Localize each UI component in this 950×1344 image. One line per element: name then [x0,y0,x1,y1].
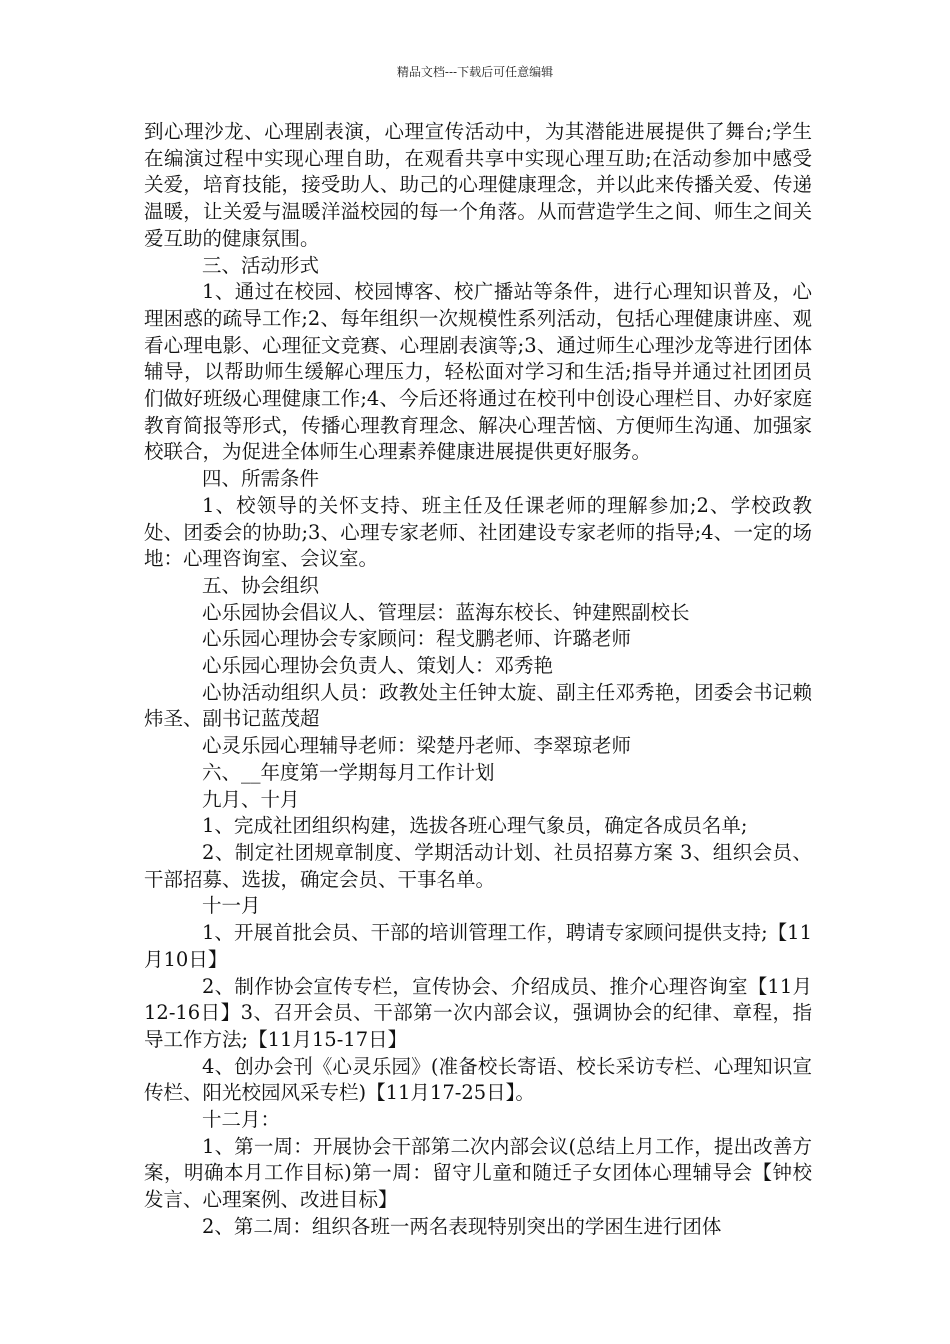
paragraph: 心乐园心理协会负责人、策划人：邓秀艳 [202,654,554,678]
paragraph: 三、活动形式 [202,253,320,277]
paragraph: 2、制定社团规章制度、学期活动计划、社员招募方案 3、组织会员、干部招募、选拔，确定会员、干事名单。 [144,840,812,891]
paragraph: 心乐园协会倡议人、管理层：蓝海东校长、钟建熙副校长 [202,600,690,624]
paragraph: 心乐园心理协会专家顾问：程戈鹏老师、许璐老师 [202,627,632,651]
paragraph: 1、完成社团组织构建，选拔各班心理气象员，确定各成员名单; [202,814,748,838]
paragraph: 十一月 [202,894,261,918]
paragraph: 2、制作协会宣传专栏，宣传协会、介绍成员、推介心理咨询室【11月12-16日】3、召开会员、干部第一次内部会议，强调协会的纪律、章程，指导工作方法;【11月15-17日】 [144,974,812,1051]
paragraph: 九月、十月 [202,787,300,811]
paragraph: 1、通过在校园、校园博客、校广播站等条件，进行心理知识普及，心理困惑的疏导工作;2、每年组织一次规模性系列活动，包括心理健康讲座、观看心理电影、心理征文竞赛、心理剧表演等;3、通过师生心理沙龙等进行团体辅导，以帮助师生缓解心理压力，轻松面对学习和生活;指导并通过社团团员们做好班级心理健康工作;4、今后还将通过在校刊中创设心理栏目、办好家庭教育简报等形式，传播心理教育理念、解决心理苦恼、方便师生沟通、加强家校联合，为促进全体师生心理素养健康进展提供更好服务。 [144,280,812,464]
page-header: 精品文档---下载后可任意编辑 [396,65,554,79]
paragraph: 心协活动组织人员：政教处主任钟太旋、副主任邓秀艳，团委会书记赖炜圣、副书记蓝茂超 [144,680,812,731]
paragraph: 1、校领导的关怀支持、班主任及任课老师的理解参加;2、学校政教处、团委会的协助;3、心理专家老师、社团建设专家老师的指导;4、一定的场地：心理咨询室、会议室。 [144,493,812,571]
paragraph: 4、创办会刊《心灵乐园》(准备校长寄语、校长采访专栏、心理知识宣传栏、阳光校园风采专栏)【11月17-25日】。 [144,1054,812,1105]
paragraph: 1、第一周：开展协会干部第二次内部会议(总结上月工作，提出改善方案，明确本月工作目标)第一周：留守儿童和随迁子女团体心理辅导会【钟校发言、心理案例、改进目标】 [144,1134,812,1212]
paragraph: 到心理沙龙、心理剧表演，心理宣传活动中，为其潜能进展提供了舞台;学生在编演过程中实现心理自助，在观看共享中实现心理互助;在活动参加中感受关爱，培育技能，接受助人、助己的心理健康理念，并以此来传播关爱、传递温暖，让关爱与温暖洋溢校园的每一个角落。从而营造学生之间、师生之间关爱互助的健康氛围。 [144,120,812,250]
paragraph: 六、__年度第一学期每月工作计划 [202,760,495,784]
paragraph: 十二月： [202,1108,281,1132]
paragraph: 心灵乐园心理辅导老师：梁楚丹老师、李翠琼老师 [202,734,632,758]
paragraph: 2、第二周：组织各班一两名表现特别突出的学困生进行团体 [202,1214,722,1238]
paragraph: 1、开展首批会员、干部的培训管理工作，聘请专家顾问提供支持;【11月10日】 [144,921,812,971]
paragraph: 五、协会组织 [202,573,320,597]
document-body [144,119,812,1241]
paragraph: 四、所需条件 [202,467,320,491]
